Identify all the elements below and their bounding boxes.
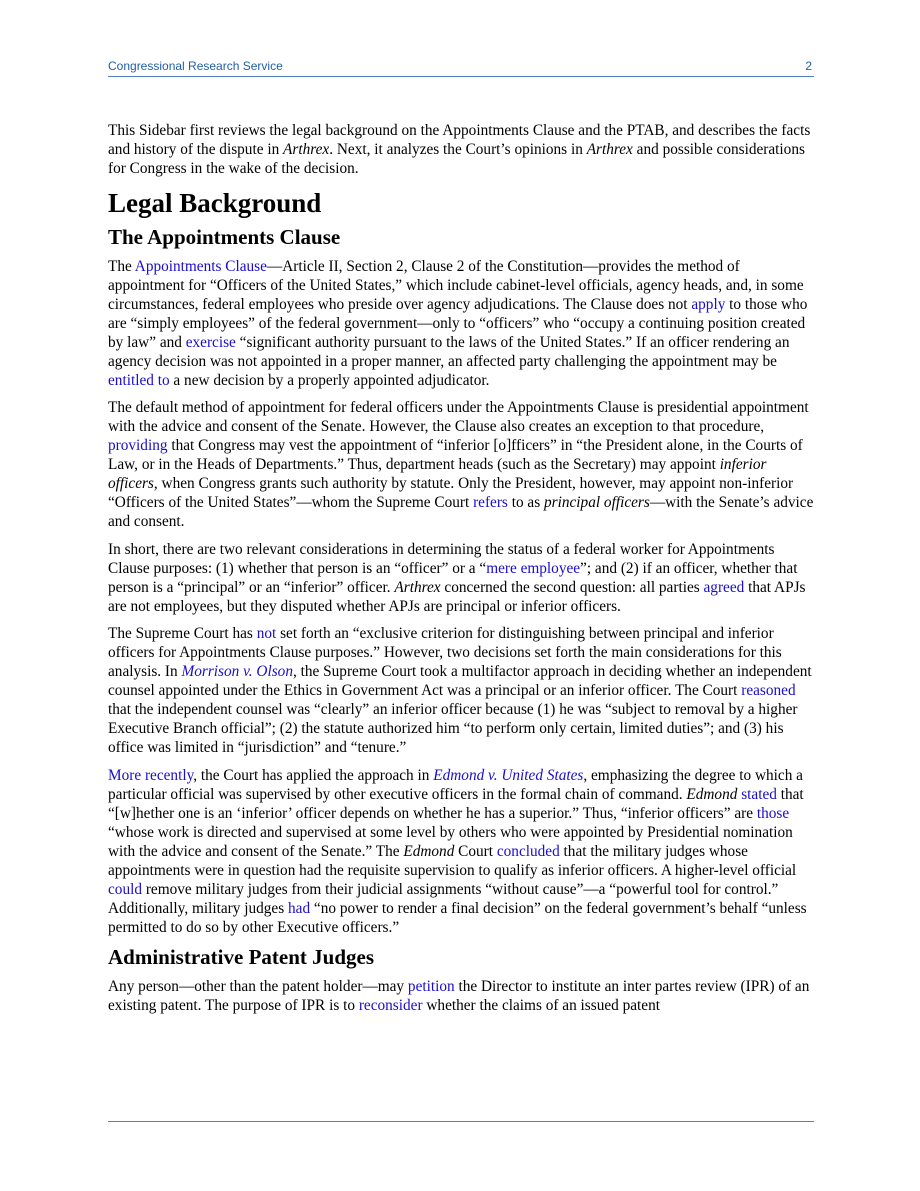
text: a new decision by a properly appointed adjudicator.	[169, 371, 490, 389]
text: “whose work is directed and supervised at some level by others who were appointed by Presidential nomination with the advice and consent of the Senate.” The	[108, 823, 793, 860]
header-page-number: 2	[805, 59, 812, 73]
paragraph-edmond	[108, 766, 816, 937]
link-concluded[interactable]: concluded	[496, 842, 560, 860]
link-not[interactable]: not	[256, 625, 277, 642]
link-reasoned[interactable]: reasoned	[741, 682, 796, 699]
case-name: Edmond	[403, 842, 455, 860]
text: set forth an “exclusive criterion for distinguishing between principal and inferior officers for Appointments Clause purposes.” However, two decisions set forth the main considerations for this analysis. In	[108, 625, 782, 680]
text: Any person—other than the patent holder—may	[108, 978, 408, 995]
link-entitled-to[interactable]: entitled to	[108, 371, 170, 389]
case-name: Arthrex	[283, 141, 330, 158]
text: Court	[454, 842, 497, 860]
text: This Sidebar first reviews the legal background on the Appointments Clause and the PTAB, and describes the facts and history of the dispute in	[108, 122, 811, 158]
paragraph-ipr	[108, 977, 816, 1015]
text: and possible considerations for Congress in the wake of the decision.	[108, 141, 805, 177]
text: to those who are “simply employees” of the federal government—only to “officers” who “occupy a continuing position created by law” and	[108, 295, 808, 351]
text: The default method of appointment for federal officers under the Appointments Clause is presidential appointment with the advice and consent of the Senate. However, the Clause also creates an exception to that procedure,	[108, 399, 809, 435]
link-appointments-clause[interactable]: Appointments Clause	[134, 257, 267, 275]
intro-paragraph	[108, 121, 816, 178]
text: that APJs are not employees, but they disputed whether APJs are principal or inferior officers.	[108, 578, 806, 615]
link-mere-employee[interactable]: mere employee	[486, 559, 581, 577]
text: , when Congress grants such authority by statute. Only the President, however, may appoint non-inferior “Officers of the United States”—whom the Supreme Court	[108, 475, 794, 511]
page-content	[108, 121, 816, 1024]
text: “no power to render a final decision” on the federal government’s behalf “unless permitted to do so by other Executive officers.”	[108, 899, 807, 936]
link-stated[interactable]: stated	[741, 785, 777, 803]
subsection-heading-administrative-patent-judges: Administrative Patent Judges	[108, 945, 374, 969]
section-heading-legal-background: Legal Background	[108, 187, 322, 218]
text: —Article II, Section 2, Clause 2 of the Constitution—provides the method of appointment for “Officers of the United States,” which include cabinet-level officials, agency heads, and, in some circumstances, federal employees who preside over agency adjudications. The Clause does not	[108, 257, 804, 313]
text: —with the Senate’s advice and consent.	[108, 494, 814, 530]
text: the Director to institute an inter partes review (IPR) of an existing patent. The purpose of IPR is to	[108, 978, 810, 1014]
emphasis: principal officers	[544, 494, 650, 511]
header-organization: Congressional Research Service	[108, 59, 283, 73]
text: . Next, it analyzes the Court’s opinions in	[329, 141, 587, 158]
paragraph-default-method	[108, 398, 816, 531]
text: that “[w]hether one is an ‘inferior’ officer depends on whether he has a superior.” Thus, “inferior officers” are	[108, 785, 804, 822]
link-refers[interactable]: refers	[473, 494, 508, 511]
link-exercise[interactable]: exercise	[185, 333, 236, 351]
link-had[interactable]: had	[288, 899, 311, 917]
text: whether the claims of an issued patent	[422, 997, 660, 1014]
paragraph-appointments-clause	[108, 257, 816, 390]
link-agreed[interactable]: agreed	[703, 578, 745, 596]
text: that Congress may vest the appointment of “inferior [o]fficers” in “the President alone, in the Courts of Law, or in the Heads of Departments.” Thus, department heads (such as the Secretary) may appoint	[108, 437, 803, 473]
text: , the Supreme Court took a multifactor approach in deciding whether an independent counsel appointed under the Ethics in Government Act was a principal or an inferior officer. The Court	[108, 663, 812, 699]
link-more-recently[interactable]: More recently	[108, 766, 194, 784]
page-header	[108, 58, 814, 77]
paragraph-considerations	[108, 540, 816, 616]
link-providing[interactable]: providing	[108, 437, 168, 454]
link-could[interactable]: could	[108, 880, 142, 898]
text: remove military judges from their judicial assignments “without cause”—a “powerful tool for control.” Additionally, military judges	[108, 880, 779, 917]
paragraph-morrison	[108, 624, 816, 757]
text: In short, there are two relevant considerations in determining the status of a federal worker for Appointments Clause purposes: (1) whether that person is an “officer” or a “	[108, 540, 775, 577]
subsection-heading-appointments-clause: The Appointments Clause	[108, 224, 341, 249]
text: , emphasizing the degree to which a particular official was supervised by other executive officers in the formal chain of command.	[108, 766, 803, 803]
text: , the Court has applied the approach in	[193, 766, 434, 784]
text: “significant authority pursuant to the laws of the United States.” If an officer rendering an agency decision was not appointed in a proper manner, an affected party challenging the appointment may be	[108, 333, 790, 370]
text: The	[108, 257, 135, 275]
case-name: Edmond	[686, 785, 738, 803]
link-morrison-v-olson[interactable]: Morrison v. Olson	[181, 663, 293, 680]
text: that the independent counsel was “clearly” an inferior officer because (1) he was “subject to removal by a higher Executive Branch official”; (2) the statute authorized him “to perform only certain, limited duties”; and (3) his office was limited in “jurisdiction” and “tenure.”	[108, 701, 798, 756]
footer-rule	[108, 1121, 814, 1122]
case-name: Arthrex	[394, 578, 441, 596]
text: concerned the second question: all parties	[440, 578, 704, 596]
text: ”; and (2) if an officer, whether that person is a “principal” or an “inferior” officer.	[108, 559, 798, 596]
link-those[interactable]: those	[756, 804, 790, 822]
link-apply[interactable]: apply	[691, 295, 726, 313]
link-reconsider[interactable]: reconsider	[358, 997, 423, 1014]
case-name: Arthrex	[586, 141, 633, 158]
link-edmond-v-united-states[interactable]: Edmond v. United States	[433, 766, 584, 784]
text: that the military judges whose appointments were in question had the requisite supervision to qualify as inferior officers. A higher-level official	[108, 842, 797, 879]
link-petition[interactable]: petition	[407, 978, 455, 995]
text: The Supreme Court has	[108, 625, 257, 642]
emphasis: inferior officers	[108, 456, 767, 492]
text: to as	[507, 494, 545, 511]
